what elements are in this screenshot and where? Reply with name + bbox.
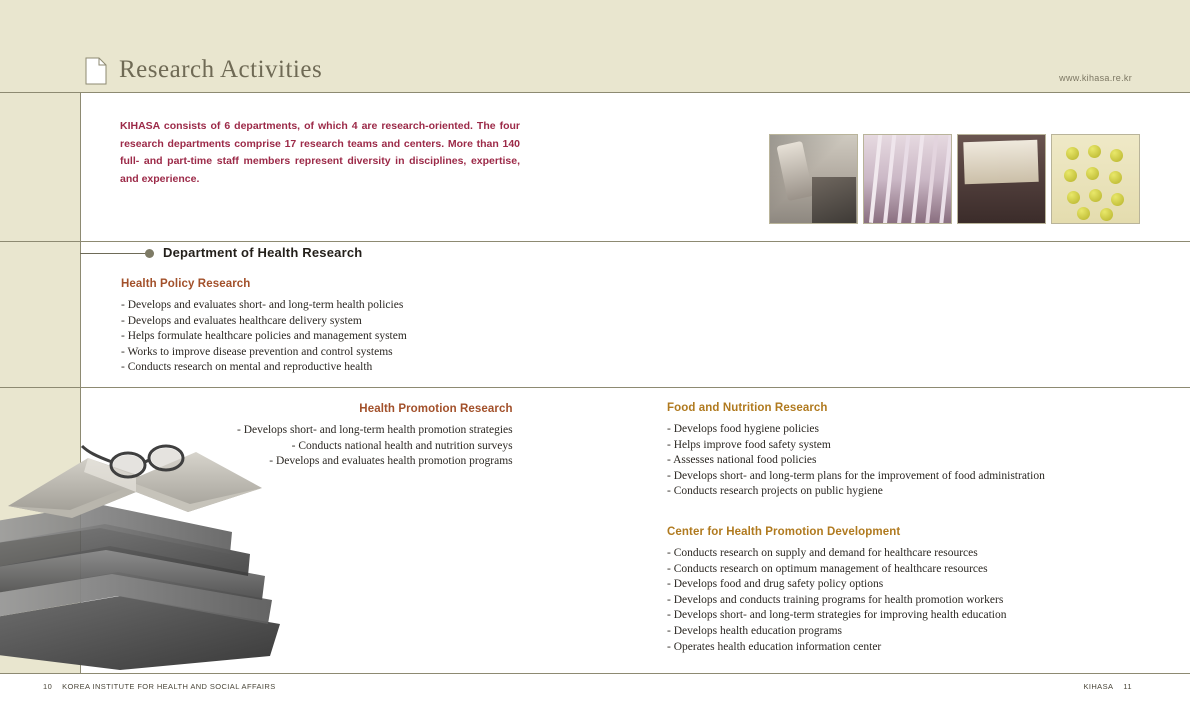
intro-vertical-rule [80, 93, 81, 241]
section-title: Food and Nutrition Research [667, 402, 828, 414]
department-left-margin [0, 242, 80, 387]
department-connector-line [80, 253, 150, 254]
footer-right-page-number: 11 [1123, 682, 1132, 691]
list-item: - Helps formulate healthcare policies and management system [121, 330, 407, 343]
list-item: - Conducts research on supply and demand for healthcare resources [667, 547, 978, 559]
section-health-policy-research [121, 278, 407, 376]
section-item-list [121, 298, 407, 376]
section-title: Health Policy Research [121, 278, 251, 290]
footer-left-text: KOREA INSTITUTE FOR HEALTH AND SOCIAL AFFAIRS [62, 682, 276, 691]
list-item: - Develops and conducts training programs for health promotion workers [667, 593, 1004, 606]
department-vertical-rule [80, 242, 81, 387]
footer-right [1083, 682, 1132, 691]
photo-lab-technician [769, 134, 858, 224]
site-url: www.kihasa.re.kr [1059, 73, 1132, 83]
list-item: - Develops food and drug safety policy options [667, 578, 884, 591]
department-bullet-icon [145, 249, 154, 258]
section-health-promotion-research [237, 403, 513, 470]
list-item: - Works to improve disease prevention and control systems [121, 345, 393, 358]
section-item-list [667, 546, 1006, 655]
document-icon [85, 57, 107, 85]
intro-paragraph: KIHASA consists of 6 departments, of which 4 are research-oriented. The four research departments comprise 17 research teams and centers. More than 140 full- and part-time staff members represent diversity in disciplines, expertise, and experience. [120, 120, 520, 185]
list-item: - Operates health education information center [667, 640, 882, 653]
list-item: - Develops and evaluates short- and long-term health policies [121, 299, 404, 311]
photo-document-scan [957, 134, 1046, 224]
list-item: - Develops short- and long-term plans for the improvement of food administration [667, 469, 1045, 482]
footer-left [43, 682, 276, 691]
pill-dots [1052, 135, 1139, 223]
department-title: Department of Health Research [163, 245, 363, 260]
list-item: - Develops and evaluates health promotion programs [269, 455, 513, 468]
section-food-and-nutrition-research [667, 402, 1045, 500]
footer-right-text: KIHASA [1083, 682, 1114, 691]
section-center-for-health-promotion-development [667, 526, 1006, 655]
photo-strip [769, 134, 1140, 224]
list-item: - Develops short- and long-term health promotion strategies [237, 424, 513, 436]
list-item: - Helps improve food safety system [667, 438, 831, 451]
list-item: - Assesses national food policies [667, 454, 817, 467]
list-item: - Develops health education programs [667, 624, 842, 637]
list-item: - Develops food hygiene policies [667, 423, 820, 435]
page-title: Research Activities [119, 56, 323, 83]
list-item: - Develops short- and long-term strategies for improving health education [667, 609, 1007, 622]
list-item: - Conducts research on mental and reproductive health [121, 361, 373, 374]
photo-needles [863, 134, 952, 224]
intro-left-margin [0, 93, 80, 241]
section-title: Health Promotion Research [359, 403, 513, 415]
section-item-list [667, 422, 1045, 500]
footer-divider [0, 673, 1190, 674]
section-title: Center for Health Promotion Development [667, 526, 901, 538]
list-item: - Conducts research projects on public hygiene [667, 485, 883, 498]
section-item-list [237, 423, 513, 470]
list-item: - Conducts national health and nutrition surveys [291, 439, 513, 452]
footer-left-page-number: 10 [43, 682, 53, 691]
photo-yellow-pills [1051, 134, 1140, 224]
list-item: - Develops and evaluates healthcare delivery system [121, 314, 362, 327]
list-item: - Conducts research on optimum management of healthcare resources [667, 562, 988, 575]
